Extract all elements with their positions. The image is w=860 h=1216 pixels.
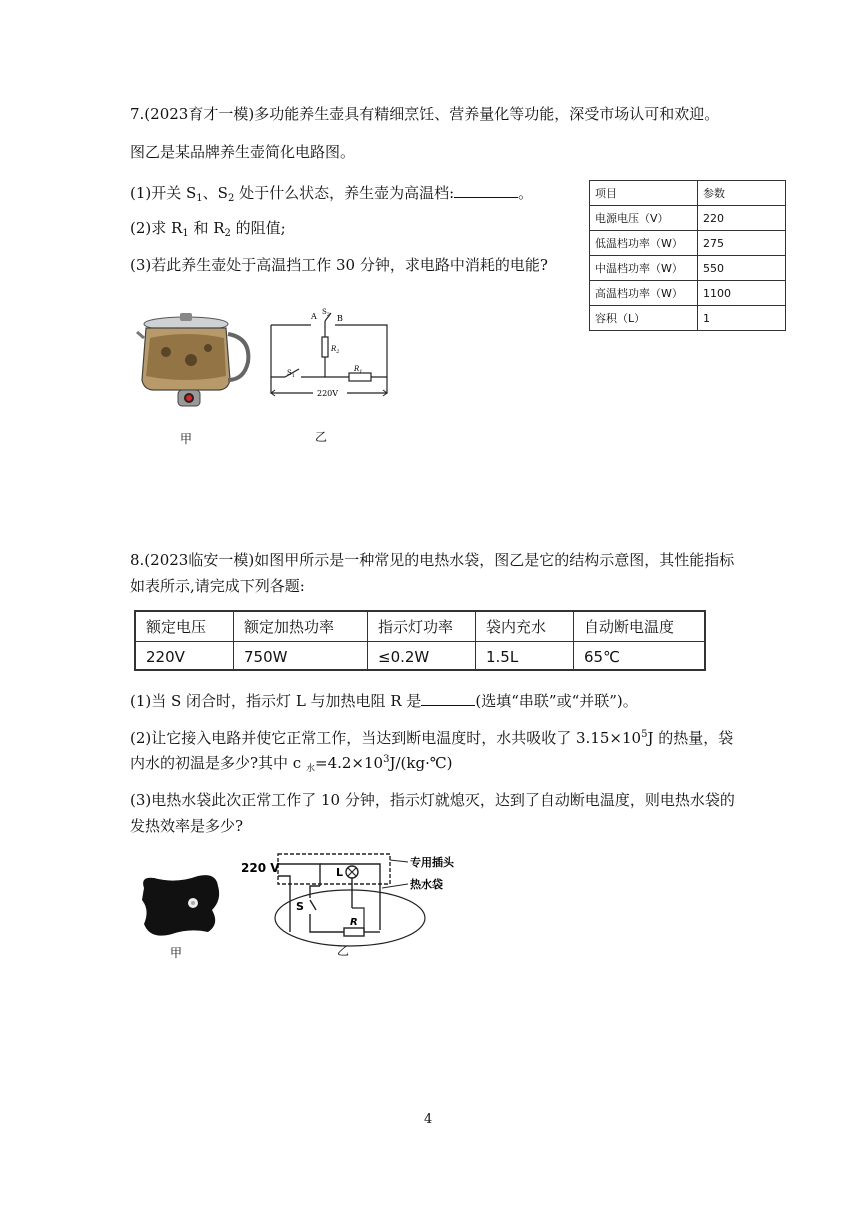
label-220v: 220 V [241, 861, 280, 875]
label-s: S [296, 900, 304, 913]
q7-answer-blank [454, 182, 518, 198]
label-r1: $R_1$ [354, 365, 363, 375]
q7-part3: (3)若此养生壶处于高温挡工作 30 分钟，求电路中消耗的电能? [130, 256, 548, 274]
q8-intro: 8.(2023临安一模)如图甲所示是一种常见的电热水袋，图乙是它的结构示意图，其性能指标 [130, 551, 735, 569]
kettle-image [136, 310, 258, 415]
label-s1: $S_1$ [287, 369, 295, 379]
q7-spec-table [589, 180, 786, 331]
q7-circuit-diagram [265, 305, 395, 400]
q7-part2: (2)求 $R_1$ 和 $R_2$ 的阻值; [130, 219, 286, 239]
q8-part2-line2: 内水的初温是多少?其中 c $_水=4.2\times 10^3J/(kg\cdot℃)$ [130, 754, 453, 774]
q8-figure-label-yi: 乙 [337, 944, 350, 958]
q8-intro2: 如表所示,请完成下列各题: [130, 577, 305, 595]
q8-figure-label-jia: 甲 [170, 946, 183, 960]
table-row: 容积（L） 1 [590, 306, 786, 331]
label-voltage: 220V [317, 389, 339, 398]
label-bag: 热水袋 [410, 878, 443, 891]
table-row: 低温档功率（W） 275 [590, 231, 786, 256]
label-r: R [350, 917, 358, 928]
table-row: 中温档功率（W） 550 [590, 256, 786, 281]
table-row: 电源电压（V） 220 [590, 206, 786, 231]
hot-water-bag-image [136, 870, 226, 940]
q7-intro2: 图乙是某品牌养生壶简化电路图。 [130, 143, 356, 161]
label-a: A [311, 312, 317, 321]
table-row: 项目 参数 [590, 181, 786, 206]
page-number: 4 [424, 1112, 433, 1127]
label-r2: $R_2$ [331, 345, 340, 355]
table-row: 220V 750W ≤0.2W 1.5L 65℃ [136, 642, 704, 671]
q7-part1: (1)开关 $S_1$、$S_2$ 处于什么状态，养生壶为高温档: 。 [130, 184, 534, 204]
label-l: L [336, 866, 344, 879]
q8-answer-blank [421, 690, 475, 706]
table-row: 高温档功率（W） 1100 [590, 281, 786, 306]
table-row: 额定电压 额定加热功率 指示灯功率 袋内充水 自动断电温度 [136, 612, 704, 642]
q8-part3-line2: 发热效率是多少? [130, 817, 244, 835]
label-s2: $S_2$ [322, 308, 330, 318]
label-b: B [337, 314, 343, 323]
q8-performance-table [134, 610, 706, 671]
q8-circuit-diagram [240, 848, 500, 958]
q8-part1: (1)当 S 闭合时，指示灯 L 与加热电阻 R 是 (选填“串联”或“并联”)。 [130, 692, 638, 710]
label-plug: 专用插头 [410, 856, 454, 869]
q7-figure-label-yi: 乙 [315, 430, 328, 444]
q8-part3: (3)电热水袋此次正常工作了 10 分钟，指示灯就熄灭，达到了自动断电温度，则电热水袋的 [130, 791, 735, 809]
q8-part2: (2)让它接入电路并使它正常工作，当达到断电温度时，水共吸收了 $3.15\times 10^5J$ 的热量，袋 [130, 729, 734, 747]
q7-figure-label-jia: 甲 [180, 432, 193, 446]
q7-intro: 7.(2023育才一模)多功能养生壶具有精细烹饪、营养量化等功能，深受市场认可和欢迎。 [130, 105, 720, 123]
